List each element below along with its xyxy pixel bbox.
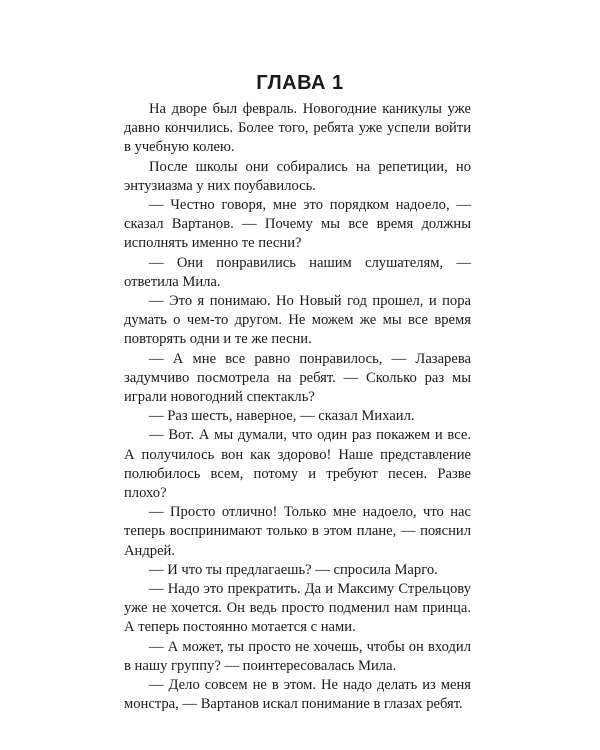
paragraph: — Это я понимаю. Но Новый год прошел, и пора думать о чем-то другом. Не можем же мы все время повторять одни и те же песни. — [124, 293, 471, 348]
paragraph: — Дело совсем не в этом. Не надо делать из меня монстра, — Вартанов искал понимание в глазах ребят. — [124, 677, 471, 713]
paragraph: — Вот. А мы думали, что один раз покажем и все. А получилось вон как здорово! Наше представление полюбилось всем, потому и требуют песен. Разве плохо? — [124, 427, 471, 502]
paragraph: После школы они собирались на репетиции, но энтузиазма у них поубавилось. — [124, 158, 471, 194]
chapter-text — [124, 100, 471, 715]
paragraph: — И что ты предлагаешь? — спросила Марго. — [149, 561, 438, 578]
paragraph: — Честно говоря, мне это порядком надоело, — сказал Вартанов. — Почему мы все время должны исполнять именно те песни? — [124, 197, 471, 252]
chapter-title: ГЛАВА 1 — [256, 72, 344, 94]
paragraph: — Раз шесть, наверное, — сказал Михаил. — [149, 408, 415, 425]
paragraph: — А мне все равно понравилось, — Лазарева задумчиво посмотрела на ребят. — Сколько раз мы играли новогодний спектакль? — [124, 350, 471, 406]
paragraph: — А может, ты просто не хочешь, чтобы он входил в нашу группу? — поинтересовалась Мила. — [124, 638, 471, 674]
paragraph: — Просто отлично! Только мне надоело, что нас теперь воспринимают только в этом плане, — пояснил Андрей. — [124, 504, 471, 559]
paragraph: — Они понравились нашим слушателям, — ответила Мила. — [124, 254, 471, 290]
paragraph: — Надо это прекратить. Да и Максиму Стрельцову уже не хочется. Он ведь просто подменил нам принца. А теперь постоянно мотается с нами. — [124, 581, 471, 636]
paragraph: На дворе был февраль. Новогодние каникулы уже давно кончились. Более того, ребята уже успели войти в учебную колею. — [124, 101, 471, 156]
